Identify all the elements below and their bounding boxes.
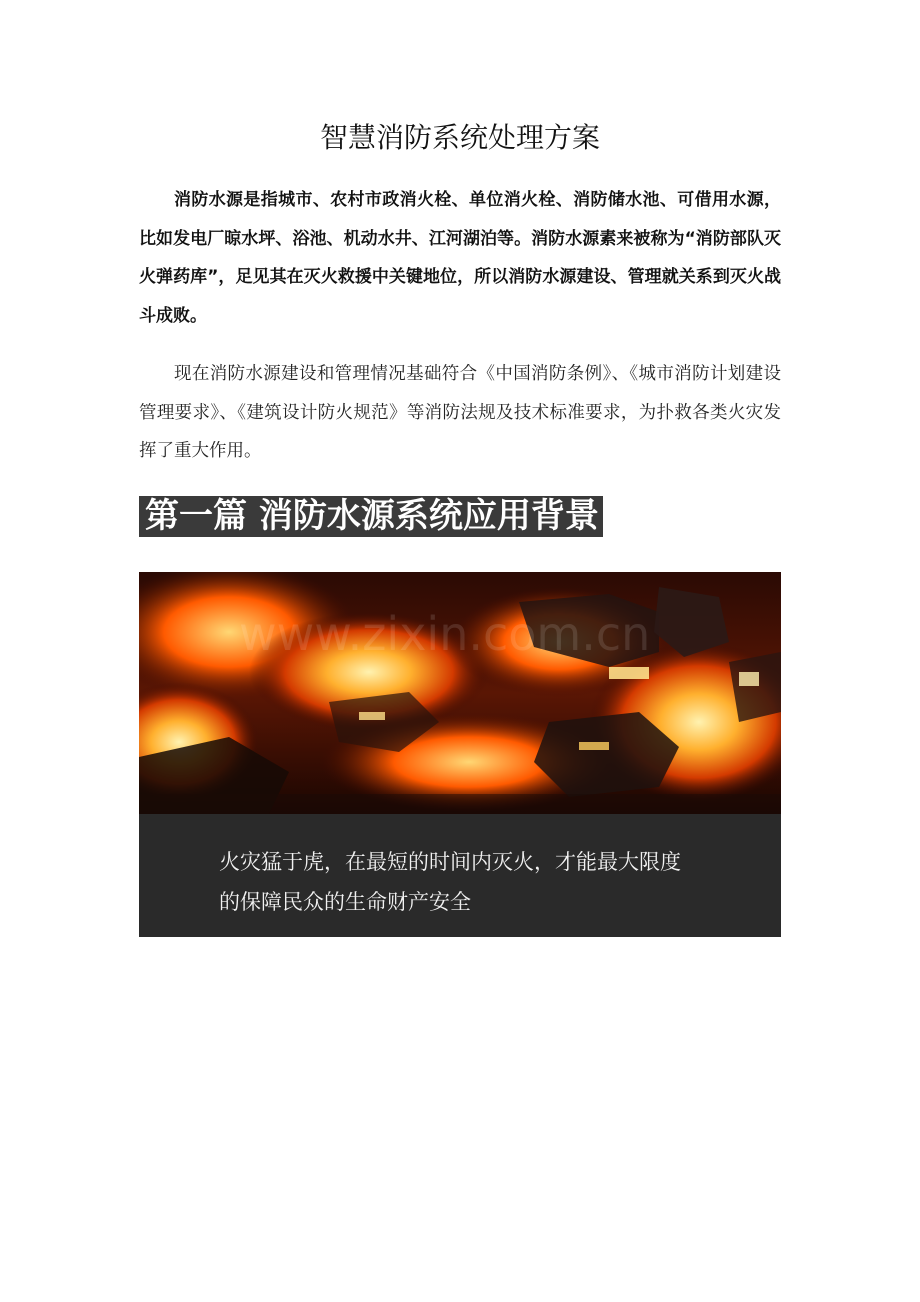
page-title: 智慧消防系统处理方案 <box>319 121 600 154</box>
intro-paragraph-bold: 消防水源是指城市、农村市政消火栓、单位消火栓、消防储水池、可借用水源，比如发电厂晾水坪、浴池、机动水井、江河湖泊等。消防水源素来被称为“消防部队灭火弹药库”，足见其在灭火救援中关键地位，所以消防水源建设、管理就关系到灭火战斗成败。 <box>139 190 781 326</box>
fire-banner-image <box>139 572 781 937</box>
section-heading: 第一篇 消防水源系统应用背景 <box>139 496 603 537</box>
watermark-text: www.zixin.com.cn <box>239 607 651 661</box>
caption-line-1: 火灾猛于虎，在最短的时间内灭火，才能最大限度 <box>219 850 681 874</box>
intro-paragraph-regulations: 现在消防水源建设和管理情况基础符合《中国消防条例》、《城市消防计划建设管理要求》、《建筑设计防火规范》等消防法规及技术标准要求，为扑救各类火灾发挥了重大作用。 <box>139 364 781 461</box>
burning-buildings-photo <box>139 572 781 814</box>
caption-line-2: 的保障民众的生命财产安全 <box>219 890 471 914</box>
